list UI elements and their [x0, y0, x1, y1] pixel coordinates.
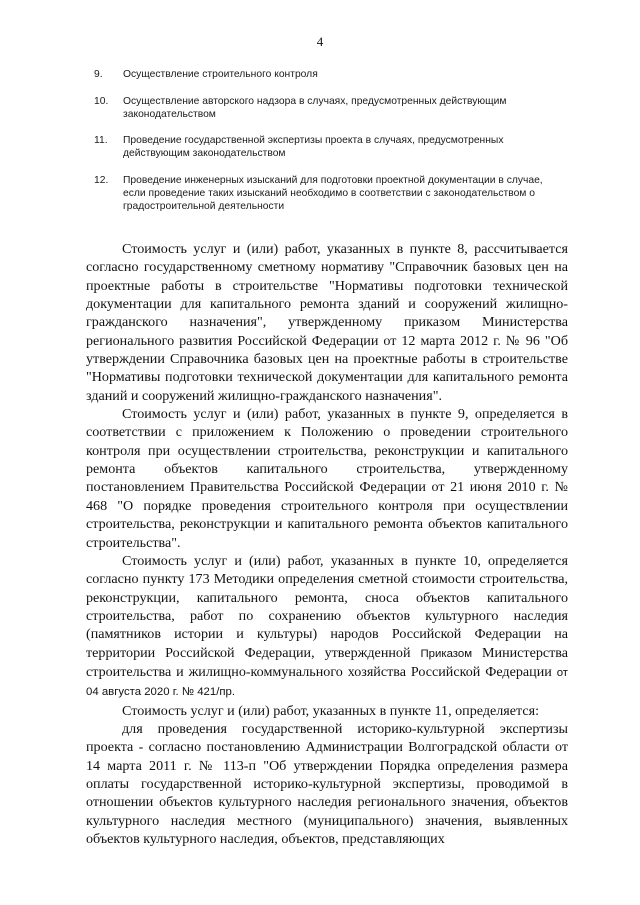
- paragraph-item-8-cost: Стоимость услуг и (или) работ, указанных в пункте 8, рассчитывается согласно государственному сметному нормативу "Справочник базовых цен на проектные работы в строительстве "Нормативы подготовки технической документации для капитального ремонта зданий и сооружений жилищно-гражданского назначения", утвержденному приказом Министерства регионального развития Российской Федерации от 12 марта 2012 г. № 96 "Об утверждении Справочника базовых цен на проектные работы в строительстве "Нормативы подготовки технической документации для капитального ремонта зданий и сооружений жилищно-гражданского назначения".: [86, 241, 568, 404]
- paragraph-item-10-ministry: Министерства строительства и жилищно-коммунального хозяйства Российской Федерации: [86, 644, 569, 680]
- paragraph-item-10-main: Стоимость услуг и (или) работ, указанных в пункте 10, определяется согласно пункту 173 Методики определения сметной стоимости строительства, реконструкции, капитального ремонта, сноса объектов капитального строительства, работ по сохранению объектов культурного наследия (памятников истории и культуры) народов Российской Федерации на территории Российской Федерации, утвержденной: [86, 552, 568, 661]
- list-item-text: Осуществление строительного контроля: [123, 69, 318, 80]
- paragraph-item-9-cost: Стоимость услуг и (или) работ, указанных в пункте 9, определяется в соответствии с приложением к Положению о проведении строительного контроля при осуществлении строительства, реконструкции и капитального ремонта объектов капитального строительства, утвержденному постановлением Правительства Российской Федерации от 21 июня 2010 г. № 468 "О порядке проведения строительного контроля при осуществлении строительства, реконструкции и капитального ремонта объектов капитального строительства".: [86, 406, 568, 551]
- list-item: [82, 134, 562, 160]
- page-number: 4: [316, 34, 324, 49]
- list-item: [82, 174, 562, 213]
- paragraph-item-10-order-word: Приказом: [420, 647, 473, 660]
- list-item-number: 10.: [94, 96, 109, 107]
- document-body: [86, 240, 568, 848]
- list-item-number: 12.: [94, 175, 109, 186]
- services-list: [82, 68, 562, 226]
- list-item-number: 9.: [94, 69, 103, 80]
- paragraph-item-10-date: от 04 августа 2020 г. № 421/пр.: [86, 666, 569, 699]
- list-item: [82, 95, 562, 121]
- list-item-text: Осуществление авторского надзора в случаях, предусмотренных действующим законодательством: [123, 96, 507, 120]
- paragraph-item-11-cost: Стоимость услуг и (или) работ, указанных в пункте 11, определяется:: [122, 702, 540, 719]
- list-item-number: 11.: [94, 135, 108, 146]
- paragraph-expertise: для проведения государственной историко-культурной экспертизы проекта - согласно постановлению Администрации Волгоградской области от 14 марта 2011 г. № 113-п "Об утверждении Порядка определения размера оплаты государственной историко-культурной экспертизы, проводимой в отношении объектов культурного наследия регионального значения, объектов культурного наследия местного (муниципального) значения, выявленных объектов культурного наследия, объектов, представляющих: [86, 720, 568, 847]
- paragraph-item-10-cost: [86, 552, 568, 702]
- list-item: [82, 68, 562, 81]
- list-item-text: Проведение инженерных изысканий для подготовки проектной документации в случае, если проведение таких изысканий необходимо в соответствии с законодательством о градостроительной деятельности: [123, 175, 543, 212]
- list-item-text: Проведение государственной экспертизы проекта в случаях, предусмотренных действующим законодательством: [123, 135, 504, 159]
